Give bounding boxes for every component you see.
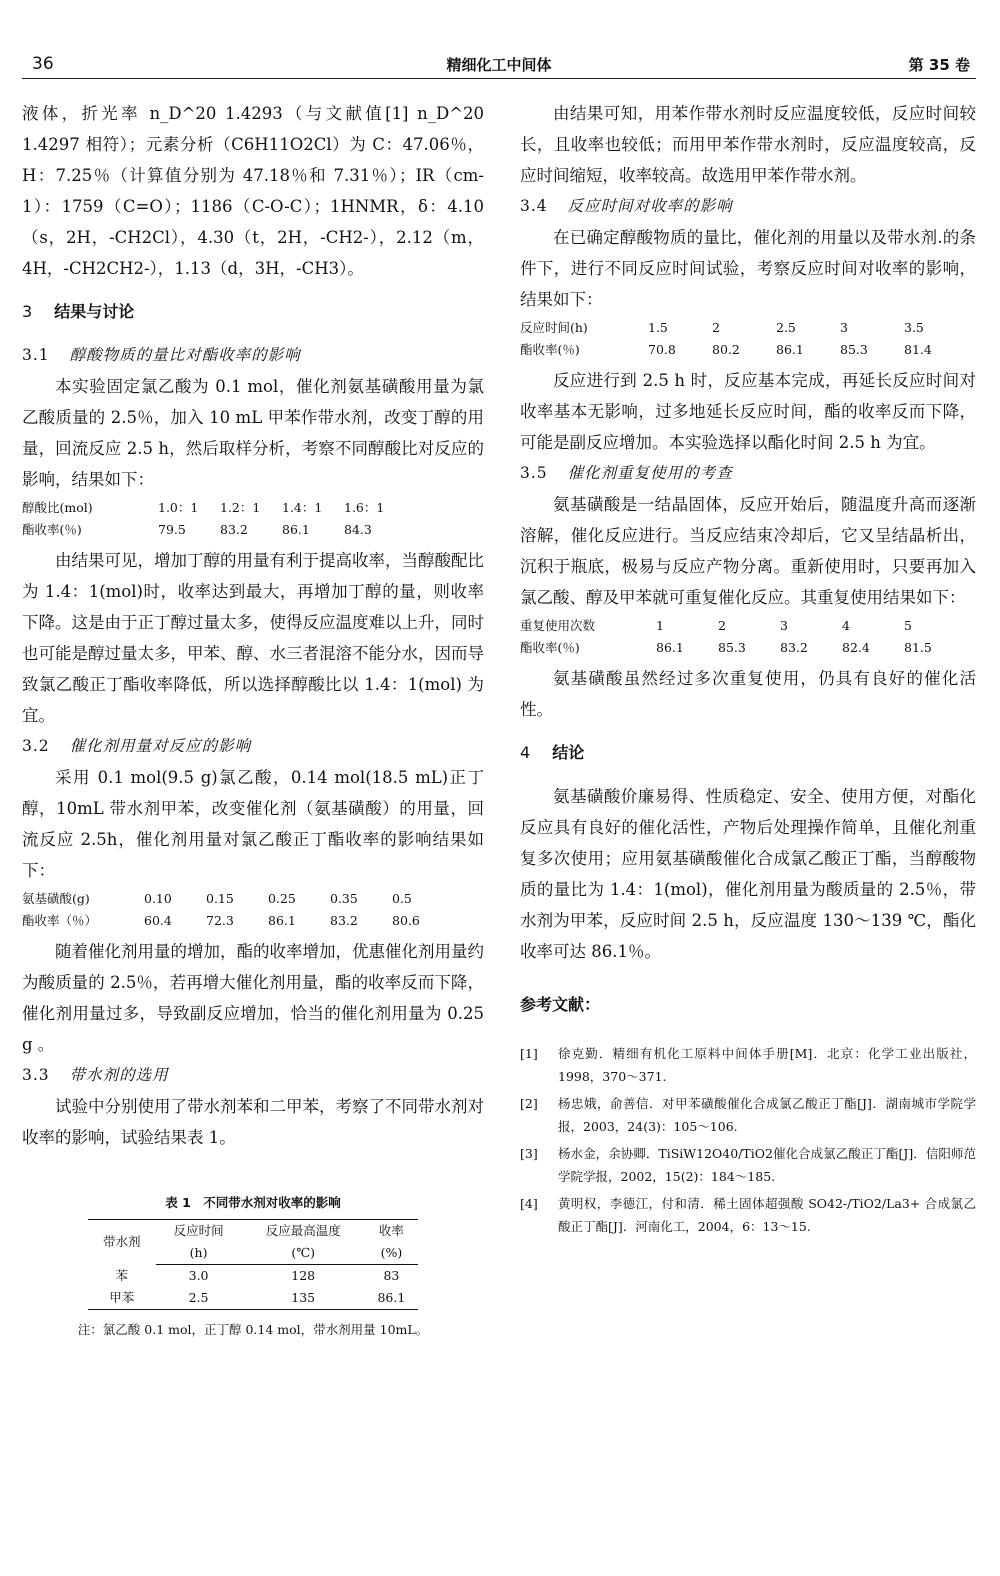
references-heading: 参考文献： — [520, 995, 601, 1014]
paragraph: 本实验固定氯乙酸为 0.1 mol，催化剂氨基磺酸用量为氯乙酸质量的 2.5％，加入 10 mL 甲苯作带水剂，改变丁醇的用量，回流反应 2.5 h，然后取样分析，考察不同醇酸比对反应的影响，结果如下： — [22, 377, 484, 489]
paragraph: 氨基磺酸虽然经过多次重复使用，仍具有良好的催化活性。 — [520, 669, 976, 719]
paragraph: 试验中分别使用了带水剂苯和二甲苯，考察了不同带水剂对收率的影响，试验结果表 1。 — [22, 1097, 484, 1147]
subsection-heading: 3.1 醇酸物质的量比对酯收率的影响 — [22, 346, 301, 364]
subsection-heading: 3.5 催化剂重复使用的考查 — [520, 464, 733, 482]
reference-item: [1] 徐克勤．精细有机化工原料中间体手册[M]．北京：化学工业出版社，1998，370～371. — [520, 1046, 976, 1084]
paragraph: 采用 0.1 mol(9.5 g)氯乙酸，0.14 mol(18.5 mL)正丁醇，10mL 带水剂甲苯，改变催化剂（氨基磺酸）的用量，回流反应 2.5h，催化剂用量对氯乙酸正丁酯收率的影响结果如下： — [22, 768, 484, 880]
reference-item: [3] 杨水金，余协卿．TiSiW12O40/TiO2催化合成氯乙酸正丁酯[J]．信阳师范学院学报，2002，15(2)：184～185. — [520, 1146, 976, 1184]
data-row: 酯收率（％） 60.4 72.3 86.1 83.2 80.6 — [22, 913, 420, 928]
paragraph: 液体，折光率 n_D^20 1.4293（与文献值[1] n_D^20 1.4297 相符）；元素分析（C6H11O2Cl）为 C：47.06％，H：7.25％（计算值分别为 47.18％和 7.31％）；IR（cm-1）：1759（C=O）；1186（C-O-C）；1HNMR，δ：4.10（s，2H，-CH2Cl），4.30（t，2H，-CH2-），2.12（m，4H，-CH2CH2-），1.13（d，3H，-CH3）。 — [22, 104, 484, 278]
column-header: 收率 — [365, 1220, 418, 1243]
paragraph: 由结果可知，用苯作带水剂时反应温度较低，反应时间较长，且收率也较低；而用甲苯作带水剂时，反应温度较高，反应时间缩短，收率较高。故选用甲苯作带水剂。 — [520, 104, 976, 185]
data-row: 氨基磺酸(g) 0.10 0.15 0.25 0.35 0.5 — [22, 891, 412, 906]
table-caption: 表 1 不同带水剂对收率的影响 — [165, 1195, 341, 1210]
data-row: 反应时间(h) 1.5 2 2.5 3 3.5 — [520, 320, 924, 335]
paragraph: 氨基磺酸价廉易得、性质稳定、安全、使用方便，对酯化反应具有良好的催化活性，产物后处理操作简单，且催化剂重复多次使用；应用氨基磺酸催化合成氯乙酸正丁酯，当醇酸物质的量比为 1.4：1(mol)，催化剂用量为酸质量的 2.5％，带水剂为甲苯，反应时间 2.5 h，反应温度 130～139 ℃，酯化收率可达 86.1％。 — [520, 787, 976, 961]
table-row: 甲苯 2.5 135 86.1 — [88, 1287, 418, 1310]
right-column — [520, 98, 976, 1242]
table-note: 注：氯乙酸 0.1 mol，正丁醇 0.14 mol，带水剂用量 10mL。 — [77, 1322, 429, 1337]
page-number: 36 — [32, 54, 54, 74]
volume-label: 第 35 卷 — [908, 56, 970, 74]
page-header — [22, 52, 976, 79]
column-header: 反应最高温度 — [242, 1220, 365, 1243]
section-heading: 4 结论 — [520, 743, 585, 762]
column-header: 带水剂 — [88, 1220, 156, 1265]
subsection-heading: 3.2 催化剂用量对反应的影响 — [22, 737, 252, 755]
table-row: 苯 3.0 128 83 — [115, 1267, 400, 1283]
inline-data-table — [22, 888, 484, 932]
subsection-heading: 3.3 带水剂的选用 — [22, 1066, 169, 1084]
data-row: 酯收率(％) 79.5 83.2 86.1 84.3 — [22, 522, 372, 537]
data-row: 酯收率(％) 86.1 85.3 83.2 82.4 81.5 — [520, 640, 932, 655]
paragraph: 由结果可见，增加丁醇的用量有利于提高收率，当醇酸配比为 1.4：1(mol)时，收率达到最大，再增加丁醇的量，则收率下降。这是由于正丁醇过量太多，使得反应温度难以上升，同时也可能是醇过量太多，甲苯、醇、水三者混溶不能分水，因而导致氯乙酸正丁酯收率降低，所以选择醇酸比以 1.4：1(mol) 为宜。 — [22, 551, 484, 725]
paragraph: 氨基磺酸是一结晶固体，反应开始后，随温度升高而逐渐溶解，催化反应进行。当反应结束冷却后，它又呈结晶析出，沉积于瓶底，极易与反应产物分离。重新使用时，只要再加入氯乙酸、醇及甲苯就可重复催化反应。其重复使用结果如下： — [520, 495, 976, 607]
column-unit: (℃) — [242, 1242, 365, 1265]
data-row: 醇酸比(mol) 1.0：1 1.2：1 1.4：1 1.6：1 — [22, 500, 385, 515]
data-row: 重复使用次数 1 2 3 4 5 — [520, 618, 912, 633]
inline-data-table — [520, 317, 976, 361]
column-unit: (h) — [156, 1242, 242, 1265]
data-row: 酯收率(％) 70.8 80.2 86.1 85.3 81.4 — [520, 342, 932, 357]
table-1 — [88, 1219, 418, 1310]
subsection-heading: 3.4 反应时间对收率的影响 — [520, 197, 733, 215]
paragraph: 在已确定醇酸物质的量比，催化剂的用量以及带水剂.的条件下，进行不同反应时间试验，考察反应时间对收率的影响，结果如下： — [520, 228, 976, 309]
reference-item: [4] 黄明权，李德江，付和清．稀土固体超强酸 SO42-/TiO2/La3+ 合成氯乙酸正丁酯[J]．河南化工，2004，6：13～15. — [520, 1196, 976, 1234]
journal-name: 精细化工中间体 — [446, 56, 552, 74]
left-column — [22, 98, 484, 1340]
section-heading: 3 结果与讨论 — [22, 302, 135, 321]
paragraph: 反应进行到 2.5 h 时，反应基本完成，再延长反应时间对收率基本无影响，过多地延长反应时间，酯的收率反而下降，可能是副反应增加。本实验选择以酯化时间 2.5 h 为宜。 — [520, 371, 976, 452]
column-unit: (%) — [365, 1242, 418, 1265]
reference-item: [2] 杨忠娥，俞善信．对甲苯磺酸催化合成氯乙酸正丁酯[J]．湖南城市学院学报，2003，24(3)：105～106. — [520, 1096, 976, 1134]
column-header: 反应时间 — [156, 1220, 242, 1243]
inline-data-table — [22, 497, 484, 541]
inline-data-table — [520, 615, 976, 659]
paragraph: 随着催化剂用量的增加，酯的收率增加，优惠催化剂用量约为酸质量的 2.5％，若再增大催化剂用量，酯的收率反而下降，催化剂用量过多，导致副反应增加，恰当的催化剂用量为 0.25 g 。 — [22, 942, 484, 1054]
